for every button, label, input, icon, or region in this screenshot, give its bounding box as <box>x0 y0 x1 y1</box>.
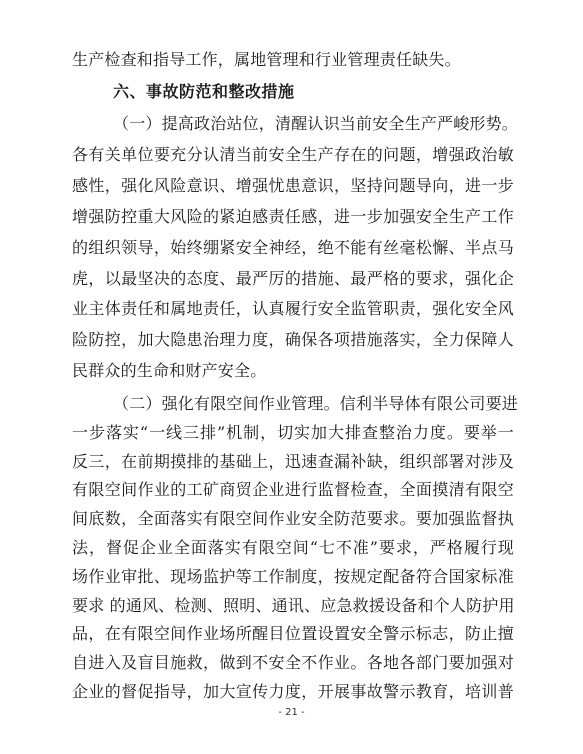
paragraph-1-line: 虎，以最坚决的态度、最严厉的措施、最严格的要求，强化企 <box>72 268 514 288</box>
paragraph-1-line: 民群众的生命和财产安全。 <box>72 361 267 381</box>
section-heading: 六、事故防范和整改措施 <box>113 82 295 101</box>
paragraph-2-line: （二）强化有限空间作业管理。信利半导体有限公司要进 <box>113 394 519 413</box>
paragraph-2-line: 自进入及盲目施救，做到不安全不作业。各地各部门要加强对 <box>72 653 514 673</box>
page-number: - 21 - <box>278 707 305 718</box>
paragraph-2-line: 一步落实“一线三排”机制，切实加大排查整治力度。要举一 <box>72 422 514 442</box>
paragraph-1-line: 增强防控重大风险的紧迫感责任感，进一步加强安全生产工作 <box>72 206 514 226</box>
paragraph-2-line: 场作业审批、现场监护等工作制度，按规定配备符合国家标准 <box>72 566 514 586</box>
paragraph-1-line: （一）提高政治站位，清醒认识当前安全生产严峻形势。 <box>113 114 519 133</box>
paragraph-2-line: 反三，在前期摸排的基础上，迅速查漏补缺，组织部署对涉及 <box>72 451 514 471</box>
paragraph-1-line: 感性，强化风险意识、增强忧患意识，坚持问题导向，进一步 <box>72 175 514 195</box>
paragraph-1-line: 的组织领导，始终绷紧安全神经，绝不能有丝毫松懈、半点马 <box>72 237 514 257</box>
paragraph-2-line: 要求 的通风、检测、照明、通讯、应急救援设备和个人防护用 <box>72 595 515 615</box>
paragraph-1-line: 各有关单位要充分认清当前安全生产存在的问题，增强政治敏 <box>72 144 514 164</box>
paragraph-2-line: 品，在有限空间作业场所醒目位置设置安全警示标志，防止擅 <box>72 624 514 644</box>
paragraph-1-line: 险防控，加大隐患治理力度，确保各项措施落实，全力保障人 <box>72 330 514 350</box>
paragraph-2-line: 有限空间作业的工矿商贸企业进行监督检查，全面摸清有限空 <box>72 480 514 500</box>
continuation-line: 生产检查和指导工作，属地管理和行业管理责任缺失。 <box>72 50 461 69</box>
paragraph-2-line: 企业的督促指导，加大宣传力度，开展事故警示教育，培训普 <box>72 682 514 701</box>
paragraph-2-line: 法，督促企业全面落实有限空间“七不准”要求，严格履行现 <box>72 538 514 557</box>
paragraph-1-line: 业主体责任和属地责任，认真履行安全监管职责，强化安全风 <box>72 299 514 319</box>
paragraph-2-line: 间底数，全面落实有限空间作业安全防范要求。要加强监督执 <box>72 509 514 529</box>
